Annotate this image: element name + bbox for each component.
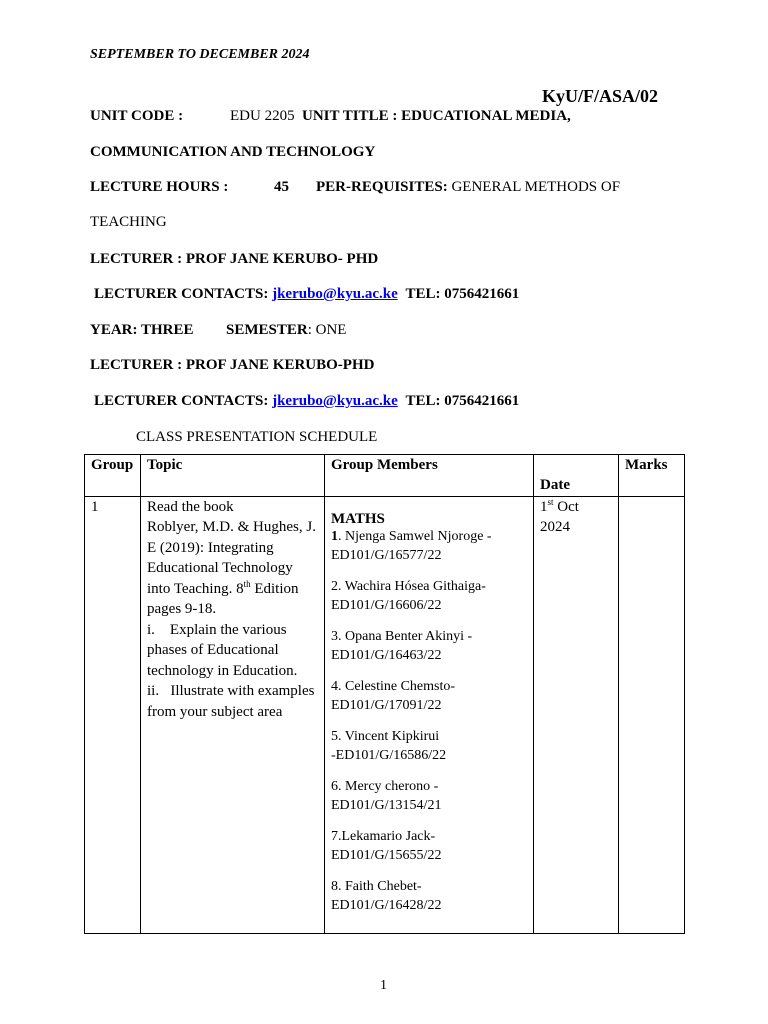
topic-line: ii. Illustrate with examples [147, 683, 315, 699]
list-item: 2. Wachira Hósea Githaiga- ED101/G/16606/22 [331, 578, 486, 613]
lecturer-email-link[interactable]: jkerubo@kyu.ac.ke [272, 286, 398, 302]
list-item: 6. Mercy cherono - ED101/G/13154/21 [331, 778, 442, 813]
date-year: 2024 [540, 519, 570, 535]
lecturer-tel: TEL: 0756421661 [405, 286, 520, 302]
semester-label: SEMESTER [226, 322, 308, 338]
members-group-title: MATHS [331, 510, 385, 527]
members-cell [325, 496, 534, 933]
lecture-hours-label: LECTURE HOURS : [90, 179, 229, 195]
lecture-hours-value: 45 [274, 179, 289, 195]
lecturer-name-1: LECTURER : PROF JANE KERUBO- PHD [90, 251, 379, 267]
topic-line: Read the book [147, 498, 234, 515]
semester-value: : ONE [307, 322, 347, 338]
topic-line: E (2019): Integrating [147, 539, 274, 556]
schedule-table [84, 454, 685, 934]
group-cell: 1 [85, 496, 141, 933]
topic-line: technology in Education. [147, 662, 298, 679]
column-header-date: Date [534, 455, 619, 497]
contacts-label: LECTURER CONTACTS: [94, 393, 269, 409]
semester [226, 321, 346, 339]
topic-line: Educational Technology [147, 560, 293, 576]
list-item: 5. Vincent Kipkirui -ED101/G/16586/22 [331, 728, 447, 763]
topic-line: from your subject area [147, 703, 283, 720]
list-item: 8. Faith Chebet- ED101/G/16428/22 [331, 878, 442, 913]
table-header-row [85, 455, 685, 497]
topic-line: pages 9-18. [147, 601, 217, 617]
lecturer-email-link[interactable]: jkerubo@kyu.ac.ke [272, 393, 398, 409]
lecturer-contacts-2 [94, 392, 519, 410]
date-cell [534, 496, 619, 933]
column-header-group: Group [85, 455, 141, 497]
year-label: YEAR: THREE [90, 322, 194, 338]
topic-cell [141, 496, 325, 933]
column-header-topic: Topic [141, 455, 325, 497]
lecturer-contacts-1 [94, 285, 519, 303]
list-item: 1. Njenga Samwel Njoroge - ED101/G/16577/22 [331, 528, 492, 563]
term-heading: SEPTEMBER TO DECEMBER 2024 [90, 47, 310, 62]
prerequisites-continued: TEACHING [90, 214, 167, 230]
contacts-label: LECTURER CONTACTS: [94, 286, 269, 302]
marks-cell [619, 496, 685, 933]
unit-title-continued: COMMUNICATION AND TECHNOLOGY [90, 144, 376, 160]
topic-line: i. Explain the various [147, 621, 287, 638]
topic-line: into Teaching. 8th Edition [147, 578, 299, 597]
unit-code-label: UNIT CODE : [90, 108, 184, 124]
prerequisites-label: PER-REQUISITES: [316, 179, 448, 195]
unit-code-value: EDU 2205 [230, 108, 295, 124]
table-row [85, 496, 685, 933]
page-number: 1 [380, 978, 387, 993]
list-item: 7.Lekamario Jack- ED101/G/15655/22 [331, 828, 442, 863]
unit-title-label: UNIT TITLE : EDUCATIONAL MEDIA, [302, 108, 571, 124]
topic-line: Roblyer, M.D. & Hughes, J. [147, 519, 316, 535]
prerequisites-value: GENERAL METHODS OF [447, 179, 621, 195]
list-item: 3. Opana Benter Akinyi - ED101/G/16463/22 [331, 628, 473, 663]
schedule-heading: CLASS PRESENTATION SCHEDULE [136, 429, 378, 445]
prerequisites [316, 178, 620, 196]
column-header-marks: Marks [619, 455, 685, 497]
document-code: KyU/F/ASA/02 [542, 86, 659, 106]
column-header-members: Group Members [325, 455, 534, 497]
topic-line: phases of Educational [147, 642, 279, 658]
lecturer-name-2: LECTURER : PROF JANE KERUBO-PHD [90, 357, 375, 373]
lecturer-tel: TEL: 0756421661 [405, 393, 520, 409]
date-line: 1st Oct [540, 496, 579, 515]
list-item: 4. Celestine Chemsto- ED101/G/17091/22 [331, 678, 456, 713]
